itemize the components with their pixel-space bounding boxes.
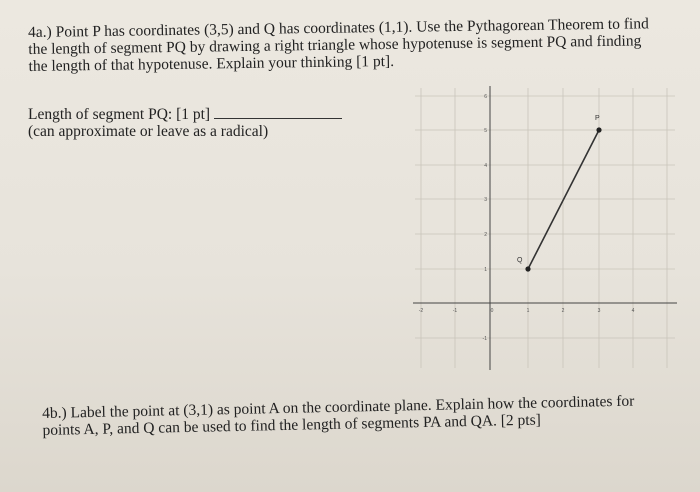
answer-blank[interactable] — [214, 106, 342, 119]
question-4b: 4b.) Label the point at (3,1) as point A on the coordinate plane. Explain how the coordinates for points A, P, and Q can be used to find the length of segments PA and QA. [2 pts] — [42, 392, 635, 439]
y-tick: 6 — [484, 94, 487, 100]
y-tick: 5 — [484, 128, 487, 134]
x-tick: 0 — [490, 308, 494, 314]
point-q-label: Q — [517, 257, 523, 264]
x-tick: 4 — [631, 308, 635, 314]
approximation-note: (can approximate or leave as a radical) — [28, 123, 269, 140]
grid-lines — [415, 88, 675, 368]
y-tick: -1 — [482, 336, 487, 342]
x-tick: 1 — [526, 308, 530, 314]
x-tick: 2 — [561, 308, 565, 314]
length-prompt-label: Length of segment PQ: [1 pt] — [28, 106, 211, 123]
question-4a: 4a.) Point P has coordinates (3,5) and Q has coordinates (1,1). Use the Pythagorean Theorem to find the length of segment PQ by drawing a right triangle whose hypotenuse is segment PQ and finding the length of that hypotenuse. Explain your thinking [1 pt]. — [28, 15, 649, 75]
y-tick: 1 — [484, 267, 487, 273]
segment-pq — [528, 130, 599, 269]
y-tick: 3 — [484, 197, 487, 203]
y-tick: 2 — [484, 232, 487, 238]
x-tick: 3 — [597, 308, 601, 314]
x-tick: -1 — [452, 308, 458, 314]
point-p-label: P — [595, 115, 600, 122]
coordinate-plane[interactable] — [405, 78, 690, 378]
point-p — [596, 127, 601, 132]
y-tick: 4 — [484, 163, 487, 169]
point-q — [525, 266, 530, 271]
x-tick: -2 — [418, 308, 424, 314]
length-prompt — [28, 106, 342, 123]
